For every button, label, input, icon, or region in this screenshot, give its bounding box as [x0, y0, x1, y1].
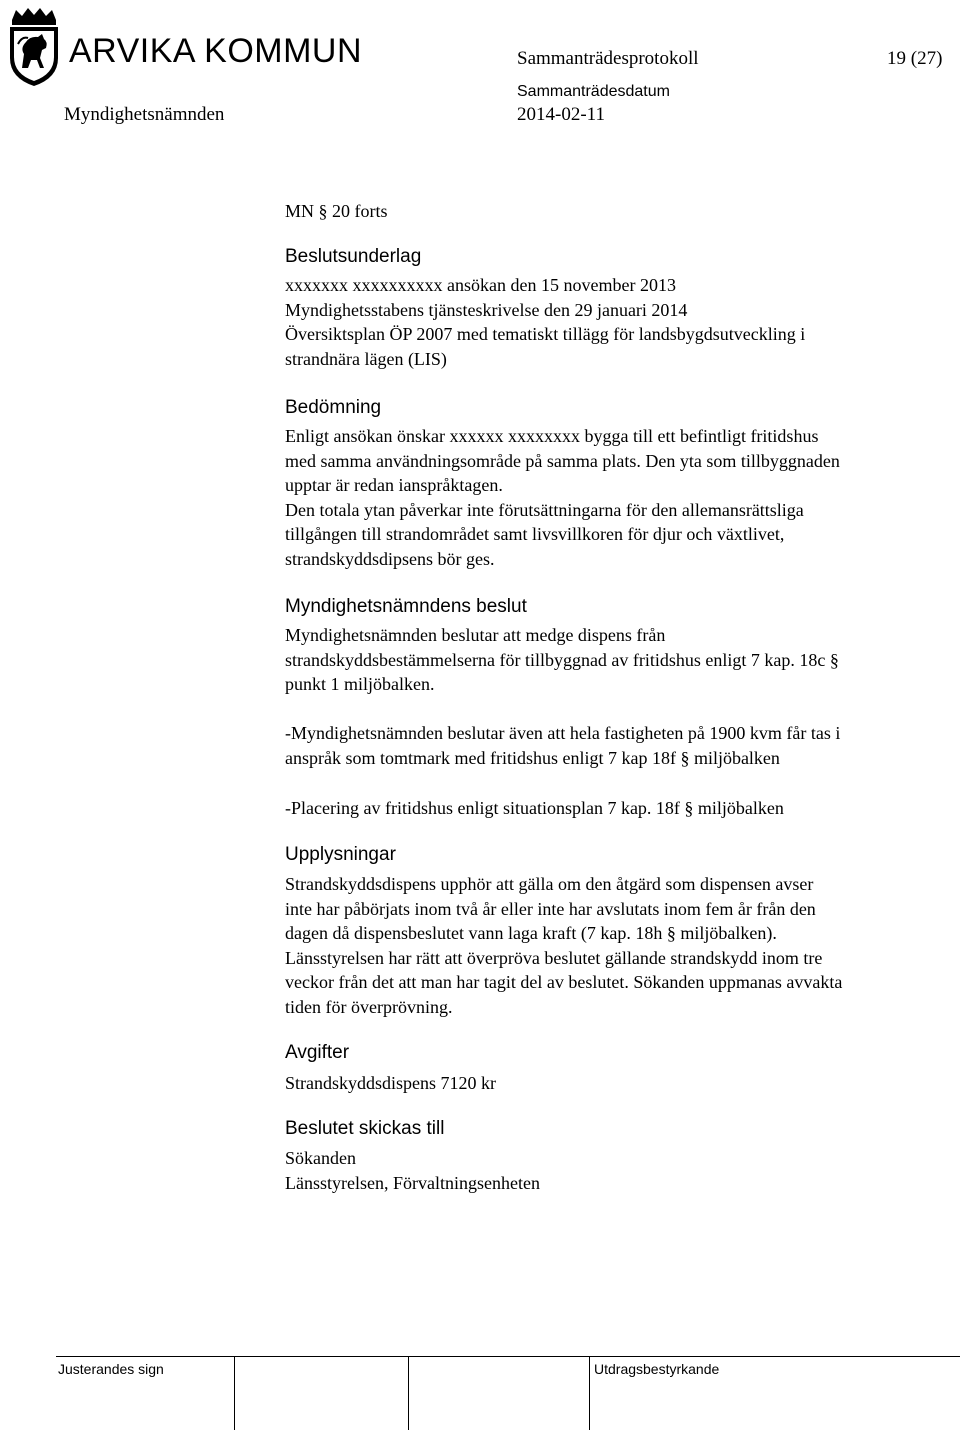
- committee-name: Myndighetsnämnden: [64, 104, 225, 125]
- footer-sign-label: Justerandes sign: [58, 1361, 164, 1377]
- text-line: strandnära lägen (LIS): [285, 348, 447, 369]
- beslutsunderlag-body: [285, 273, 805, 371]
- text-line: Länsstyrelsen har rätt att överpröva beslutet gällande strandskydd inom tre: [285, 947, 823, 968]
- footer-divider-1: [234, 1356, 235, 1430]
- bedomning-body: [285, 424, 840, 571]
- beslut-para-3: [285, 796, 784, 821]
- text-line: -Placering av fritidshus enligt situationsplan 7 kap. 18f § miljöbalken: [285, 798, 784, 818]
- text-line: strandskyddsbestämmelserna för tillbyggnad av fritidshus enligt 7 kap. 18c §: [285, 649, 839, 670]
- page-number: 19 (27): [887, 48, 943, 69]
- text-line: Den totala ytan påverkar inte förutsättningarna för den allemansrättsliga: [285, 499, 804, 520]
- heading-avgifter: Avgifter: [285, 1042, 350, 1063]
- heading-beslut: Myndighetsnämndens beslut: [285, 596, 527, 617]
- text-line: upptar är redan ianspråktagen.: [285, 475, 503, 495]
- footer-rule: [56, 1356, 960, 1357]
- text-line: tillgången till strandområdet samt livsvillkoren för djur och växtlivet,: [285, 524, 785, 544]
- text-line: inte har påbörjats inom två år eller inte har avslutats inom fem år från den: [285, 898, 816, 919]
- doc-type: Sammanträdesprotokoll: [517, 48, 699, 69]
- meeting-date: 2014-02-11: [517, 104, 605, 125]
- skickas-body: [285, 1146, 540, 1195]
- org-name: ARVIKA KOMMUN: [69, 32, 363, 70]
- text-line: Myndighetsnämnden beslutar att medge dispens från: [285, 625, 666, 645]
- section-ref: MN § 20 forts: [285, 201, 388, 221]
- text-line: -Myndighetsnämnden beslutar även att hela fastigheten på 1900 kvm får tas i: [285, 723, 841, 743]
- text-line: strandskyddsdipsens bör ges.: [285, 548, 495, 569]
- text-line: dagen då dispensbeslutet vann laga kraft (7 kap. 18h § miljöbalken).: [285, 923, 777, 943]
- upplysningar-body: [285, 872, 842, 1019]
- text-line: Strandskyddsdispens 7120 kr: [285, 1073, 496, 1093]
- footer-divider-3: [589, 1356, 590, 1430]
- beslut-para-2: [285, 721, 840, 770]
- text-line: med samma användningsområde på samma plats. Den yta som tillbyggnaden: [285, 450, 840, 471]
- footer-divider-2: [408, 1356, 409, 1430]
- text-line: Strandskyddsdispens upphör att gälla om den åtgärd som dispensen avser: [285, 874, 814, 894]
- logo-coat-of-arms-icon: [4, 6, 64, 88]
- avgifter-body: [285, 1071, 496, 1096]
- heading-beslutsunderlag: Beslutsunderlag: [285, 246, 422, 267]
- text-line: Översiktsplan ÖP 2007 med tematiskt tillägg för landsbygdsutveckling i: [285, 324, 806, 344]
- text-line: veckor från det att man har tagit del av beslutet. Sökanden uppmanas avvakta: [285, 972, 843, 992]
- text-line: Enligt ansökan önskar xxxxxx xxxxxxxx bygga till ett befintligt fritidshus: [285, 426, 819, 446]
- footer-extract-label: Utdragsbestyrkande: [594, 1361, 720, 1377]
- text-line: Sökanden: [285, 1148, 356, 1168]
- heading-skickas: Beslutet skickas till: [285, 1118, 445, 1139]
- date-label: Sammanträdesdatum: [517, 83, 670, 100]
- beslut-para-1: [285, 623, 839, 697]
- text-line: xxxxxxx xxxxxxxxxx ansökan den 15 november 2013: [285, 275, 676, 295]
- heading-bedomning: Bedömning: [285, 397, 382, 418]
- heading-upplysningar: Upplysningar: [285, 844, 396, 865]
- text-line: tiden för överprövning.: [285, 996, 453, 1017]
- text-line: punkt 1 miljöbalken.: [285, 674, 435, 694]
- text-line: anspråk som tomtmark med fritidshus enligt 7 kap 18f § miljöbalken: [285, 747, 780, 768]
- text-line: Myndighetsstabens tjänsteskrivelse den 29 januari 2014: [285, 299, 688, 320]
- text-line: Länsstyrelsen, Förvaltningsenheten: [285, 1172, 540, 1193]
